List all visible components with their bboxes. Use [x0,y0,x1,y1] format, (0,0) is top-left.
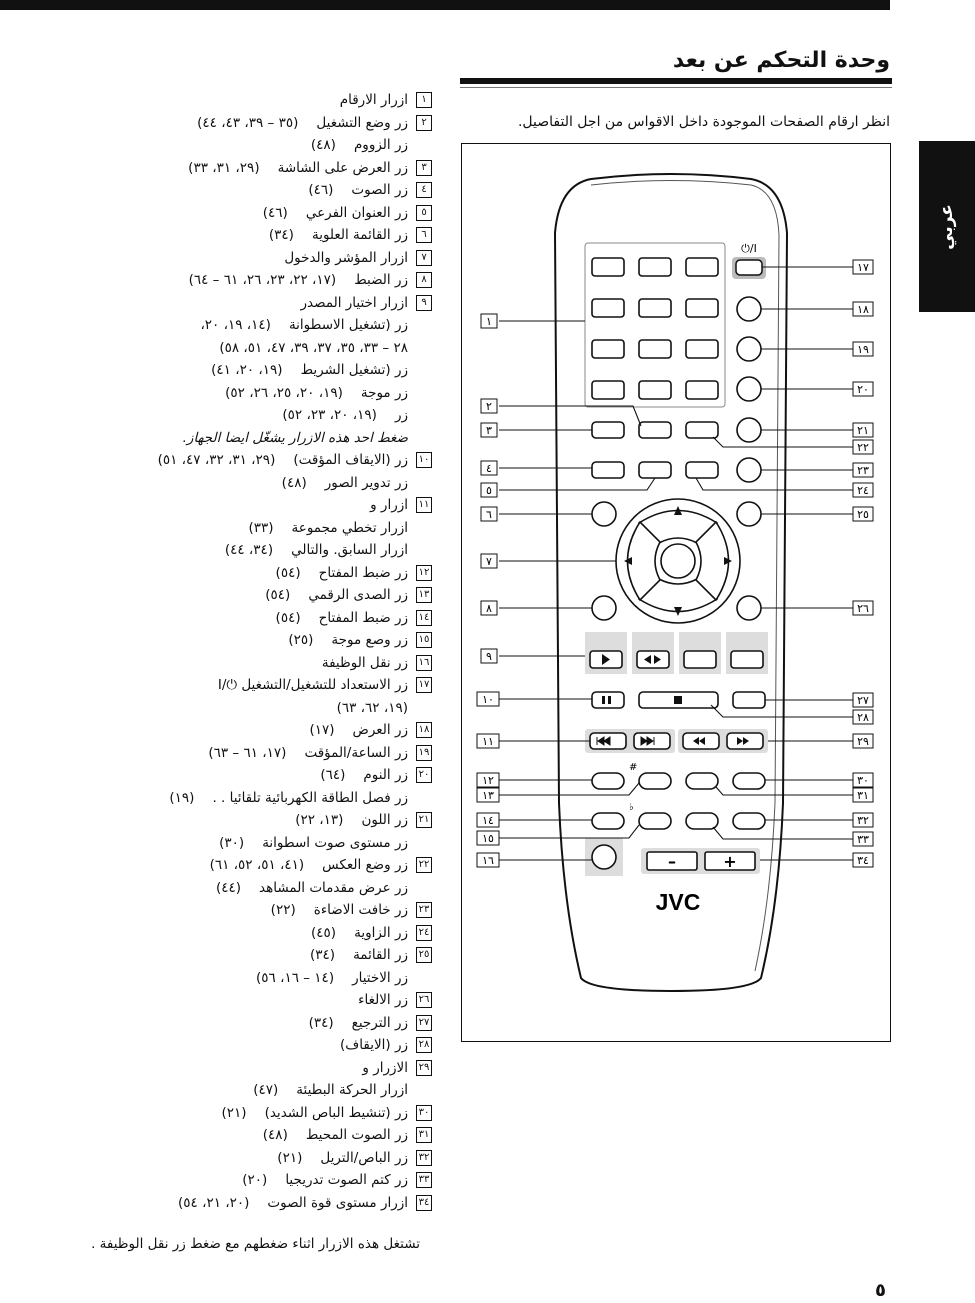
item-label: زر الالغاء [358,992,408,1008]
item-label: (١٩، ٦٢، ٦٣) [336,699,408,716]
callout-5: ٥ [486,484,492,497]
item-number: ٤ [416,182,432,198]
language-tab [919,141,975,312]
item-number: ١٩ [416,745,432,761]
list-item [0,1102,432,1125]
item-page-ref: (٢٠، ٢١، ٥٤) [178,1194,250,1211]
callout-26: ٢٦ [857,602,869,615]
item-page-ref: (٤٥) [311,924,337,941]
item-label: ازرار المؤشر والدخول [284,249,408,266]
list-item [0,1012,432,1035]
item-page-ref: (٤١، ٥١، ٥٢، ٦١) [209,857,305,873]
list-item [0,652,432,675]
list-item [0,224,432,247]
callout-16: ١٦ [482,854,494,867]
callout-34: ٣٤ [857,854,869,867]
item-page-ref: (٦٤) [320,767,346,783]
callout-6: ٦ [486,508,492,521]
callout-21: ٢١ [857,424,869,437]
item-number: ٢٧ [416,1015,432,1031]
item-number: ٣١ [416,1127,432,1143]
item-page-ref: (١٩) [169,789,195,806]
item-page-ref: (١٤ – ١٦، ٥٦) [255,969,335,986]
item-page-ref: (٣٥ – ٣٩، ٤٣، ٤٤) [197,114,299,131]
item-page-ref: (٢٢) [270,902,296,918]
callout-29: ٢٩ [857,735,869,748]
flat-mark: ♭ [629,802,634,813]
title-rule [460,78,892,84]
list-item [0,89,432,112]
list-item [0,607,432,630]
list-item [0,134,432,157]
item-number: ٩ [416,295,432,311]
item-page-ref: (٤٦) [262,204,288,221]
callout-30: ٣٠ [857,774,869,787]
item-page-ref: (٢٠) [242,1172,268,1188]
item-page-ref: (٢٩، ٣١، ٣٢، ٤٧، ٥١) [157,452,276,468]
list-item [0,1192,432,1215]
item-label: زر العرض [352,722,408,738]
list-item [0,899,432,922]
volume-plus-label: + [723,852,737,871]
callout-27: ٢٧ [857,694,869,707]
footnote: تشتغل هذه الازرار اثناء ضغطهم مع ضغط زر نقل الوظيفة . [91,1236,420,1252]
item-label: زر وضع التشغيل [316,114,408,131]
item-label: زر (الايقاف المؤقت) [293,452,408,468]
item-label: زر (تشغيل الاسطوانة [288,317,408,333]
item-label: زر الصدى الرقمي [308,587,408,603]
item-page-ref: (٢٩، ٣١، ٣٣) [188,159,260,176]
item-page-ref: (٣٤) [308,1014,334,1031]
item-label: زر اللون [361,812,408,828]
brand-logo: JVC [655,889,701,915]
list-item [0,292,432,315]
item-page-ref: (٤٤) [215,879,242,896]
intro-text: انظر ارقام الصفحات الموجودة داخل الاقواس من اجل التفاصيل. [517,114,890,130]
callout-1: ١ [486,315,492,328]
item-label: زر الزووم [353,137,408,153]
item-label: ازرار الحركة البطيئة [296,1082,408,1098]
item-page-ref: (١٧) [309,722,335,738]
item-page-ref: (٤٦) [308,182,334,198]
list-item [0,382,432,405]
item-page-ref: (٣٤) [309,947,336,963]
list-item [0,922,432,945]
list-item [0,517,432,540]
item-page-ref: (٣٠) [219,834,245,851]
list-item [0,112,432,135]
list-item [0,787,432,810]
item-label: زر تدوير الصور [324,474,408,491]
list-item [0,1169,432,1192]
item-number: ٢٢ [416,857,432,873]
callout-22: ٢٢ [857,441,869,454]
item-label: ازرار الارقام [339,92,408,108]
list-item [0,832,432,855]
item-label: زر الباص/التريل [320,1149,408,1166]
item-number: ٣٤ [416,1195,432,1211]
list-item [0,157,432,180]
item-label: زر العنوان الفرعي [305,204,408,221]
callout-18: ١٨ [857,303,869,316]
item-label: زر عرض مقدمات المشاهد [259,879,408,896]
item-label: زر الاستعداد للتشغيل/التشغيل ⏻/I [217,677,408,693]
item-label: زر القائمة العلوية [311,227,408,243]
item-page-ref: (٤٨) [262,1127,288,1143]
item-page-ref: (٢٥) [288,632,314,648]
item-page-ref: (٣٤، ٤٤) [224,542,274,558]
item-number: ٦ [416,227,432,243]
callout-17: ١٧ [857,261,869,274]
callout-9: ٩ [486,650,492,663]
item-label: زر (تنشيط الباص الشديد) [264,1104,408,1121]
callout-23: ٢٣ [857,464,869,477]
item-label: زر النوم [363,767,408,783]
item-page-ref: (١٧، ٦١ – ٦٣) [208,744,287,761]
item-page-ref: (١٩، ٢٠، ٢٥، ٢٦، ٥٢) [225,384,343,401]
list-item [0,697,432,720]
list-item [0,1147,432,1170]
list-item [0,1057,432,1080]
item-number: ٨ [416,272,432,288]
sharp-mark: # [629,762,638,773]
list-item [0,472,432,495]
item-number: ٢٩ [416,1060,432,1076]
item-label: زر الساعة/المؤقت [304,744,408,761]
item-number: ٢ [416,115,432,131]
list-item [0,967,432,990]
item-label: زر القائمة [353,947,408,963]
list-item [0,854,432,877]
list-item [0,562,432,585]
page-number: ٥ [875,1280,886,1301]
callout-8: ٨ [486,602,492,615]
item-page-ref: (٢١) [221,1104,247,1121]
item-label: زر (الايقاف) [339,1037,408,1053]
list-item [0,877,432,900]
item-page-ref: (١٣، ٢٢) [295,812,344,828]
item-page-ref: (٥٤) [275,609,301,626]
callout-19: ١٩ [857,343,869,356]
item-page-ref: (١٤، ١٩، ٢٠، [200,317,271,333]
item-page-ref: (٥٤) [275,564,301,581]
item-number: ٥ [416,205,432,221]
list-item [0,247,432,270]
power-button [736,260,762,275]
callout-7: ٧ [486,555,492,568]
cursor-pad [616,499,740,623]
list-item [0,202,432,225]
callout-3: ٣ [486,424,492,437]
callout-31: ٣١ [857,789,869,802]
item-number: ٢٤ [416,925,432,941]
list-item [0,427,432,450]
item-number: ١١ [416,497,432,513]
item-number: ١٢ [416,565,432,581]
item-label: ٢٨ – ٣٣، ٣٥، ٣٧، ٣٩، ٤٧، ٥١، ٥٨) [219,339,408,356]
item-label: زر موجة [360,384,408,401]
item-label: زر نقل الوظيفة [321,654,408,671]
item-number: ٢٥ [416,947,432,963]
callout-15: ١٥ [482,832,494,845]
callout-28: ٢٨ [857,711,869,724]
item-label: زر العرض على الشاشة [277,159,408,176]
list-item [0,179,432,202]
item-label: زر خافت الاضاءة [313,902,408,918]
item-label: زر الزاوية [354,924,408,941]
item-label: زر الاختيار [352,969,408,986]
list-item [0,989,432,1012]
page-title: وحدة التحكم عن بعد [672,48,890,73]
item-page-ref: (١٧، ٢٢، ٢٣، ٢٦، ٦١ – ٦٤) [188,272,337,288]
item-number: ٢٨ [416,1037,432,1053]
list-item [0,359,432,382]
item-number: ٣ [416,160,432,176]
item-number: ١٧ [416,677,432,693]
item-label: ضغط احد هذه الازرار يشغّل ايضا الجهاز. [182,429,408,446]
callout-4: ٤ [486,462,492,475]
item-number: ٧ [416,250,432,266]
callout-2: ٢ [486,400,492,413]
list-item [0,809,432,832]
list-item [0,539,432,562]
right-callouts [853,260,873,867]
item-label: ازرار مستوى قوة الصوت [267,1194,408,1211]
item-label: زر الصوت [351,182,408,198]
shift-button [592,845,616,869]
left-callouts [477,314,499,867]
item-label: ازرار اختيار المصدر [300,294,408,311]
list-item [0,674,432,697]
list-item [0,719,432,742]
item-label: زر [394,407,408,423]
list-item [0,629,432,652]
callout-11: ١١ [482,735,494,748]
callout-24: ٢٤ [857,484,869,497]
item-page-ref: (٤٨) [310,137,336,153]
item-label: زر وصع موجة [331,632,408,648]
item-number: ٢٣ [416,902,432,918]
item-label: ازرار و [370,497,408,513]
item-label: ازرار تخطي مجموعة [291,519,408,536]
callout-12: ١٢ [482,774,494,787]
item-number: ١٦ [416,655,432,671]
item-number: ٣٢ [416,1150,432,1166]
remote-diagram [461,143,891,1042]
list-item [0,1124,432,1147]
item-page-ref: (٣٤) [268,227,294,243]
callout-13: ١٣ [482,789,494,802]
item-label: زر ضبط المفتاح [318,609,408,626]
item-label: زر الترجيع [351,1014,408,1031]
item-number: ١ [416,92,432,108]
item-label: الازرار و [362,1059,408,1076]
callout-33: ٣٣ [857,833,869,846]
item-label: زر فصل الطاقة الكهربائية تلقائيا . . [212,789,408,806]
item-label: زر ضبط المفتاح [318,564,408,581]
item-number: ٣٠ [416,1105,432,1121]
item-number: ٣٣ [416,1172,432,1188]
callout-14: ١٤ [482,814,494,827]
list-item [0,494,432,517]
item-page-ref: (٢١) [277,1149,303,1166]
power-symbol: ⏻/I [741,242,757,255]
item-number: ٢٦ [416,992,432,1008]
list-item [0,944,432,967]
item-number: ٢٠ [416,767,432,783]
item-label: زر وضع العكس [322,857,408,873]
callout-20: ٢٠ [857,383,869,396]
callout-32: ٣٢ [857,814,869,827]
item-page-ref: (٣٣) [248,519,274,536]
title-rule-thin [460,87,892,88]
list-item [0,449,432,472]
item-page-ref: (١٩، ٢٠، ٤١) [211,362,283,378]
list-item [0,314,432,337]
item-number: ١٤ [416,610,432,626]
item-label: زر الصوت المحيط [305,1127,408,1143]
item-number: ١٨ [416,722,432,738]
list-item [0,764,432,787]
item-number: ١٣ [416,587,432,603]
top-bar [0,0,890,10]
callout-25: ٢٥ [857,508,869,521]
item-label: زر مستوى صوت اسطوانة [262,834,408,851]
callout-10: ١٠ [482,693,494,706]
item-page-ref: (١٩، ٢٠، ٢٣، ٥٢) [282,407,377,423]
list-item [0,584,432,607]
list-item [0,269,432,292]
list-item [0,1079,432,1102]
item-label: زر كتم الصوت تدريجيا [285,1172,408,1188]
list-item [0,337,432,360]
button-list [0,89,432,1214]
item-number: ١٠ [416,452,432,468]
item-label: زر (تشغيل الشريط [300,362,408,378]
item-number: ٢١ [416,812,432,828]
item-label: ازرار السابق. والتالي [291,542,408,558]
list-item [0,742,432,765]
item-page-ref: (٥٤) [265,587,291,603]
volume-minus-label: – [668,852,676,871]
item-page-ref: (٤٧) [253,1082,279,1098]
list-item [0,404,432,427]
language-tab-label: عربي [937,203,957,250]
item-label: زر الضبط [354,272,408,288]
item-number: ١٥ [416,632,432,648]
list-item [0,1034,432,1057]
item-page-ref: (٤٨) [281,474,307,491]
